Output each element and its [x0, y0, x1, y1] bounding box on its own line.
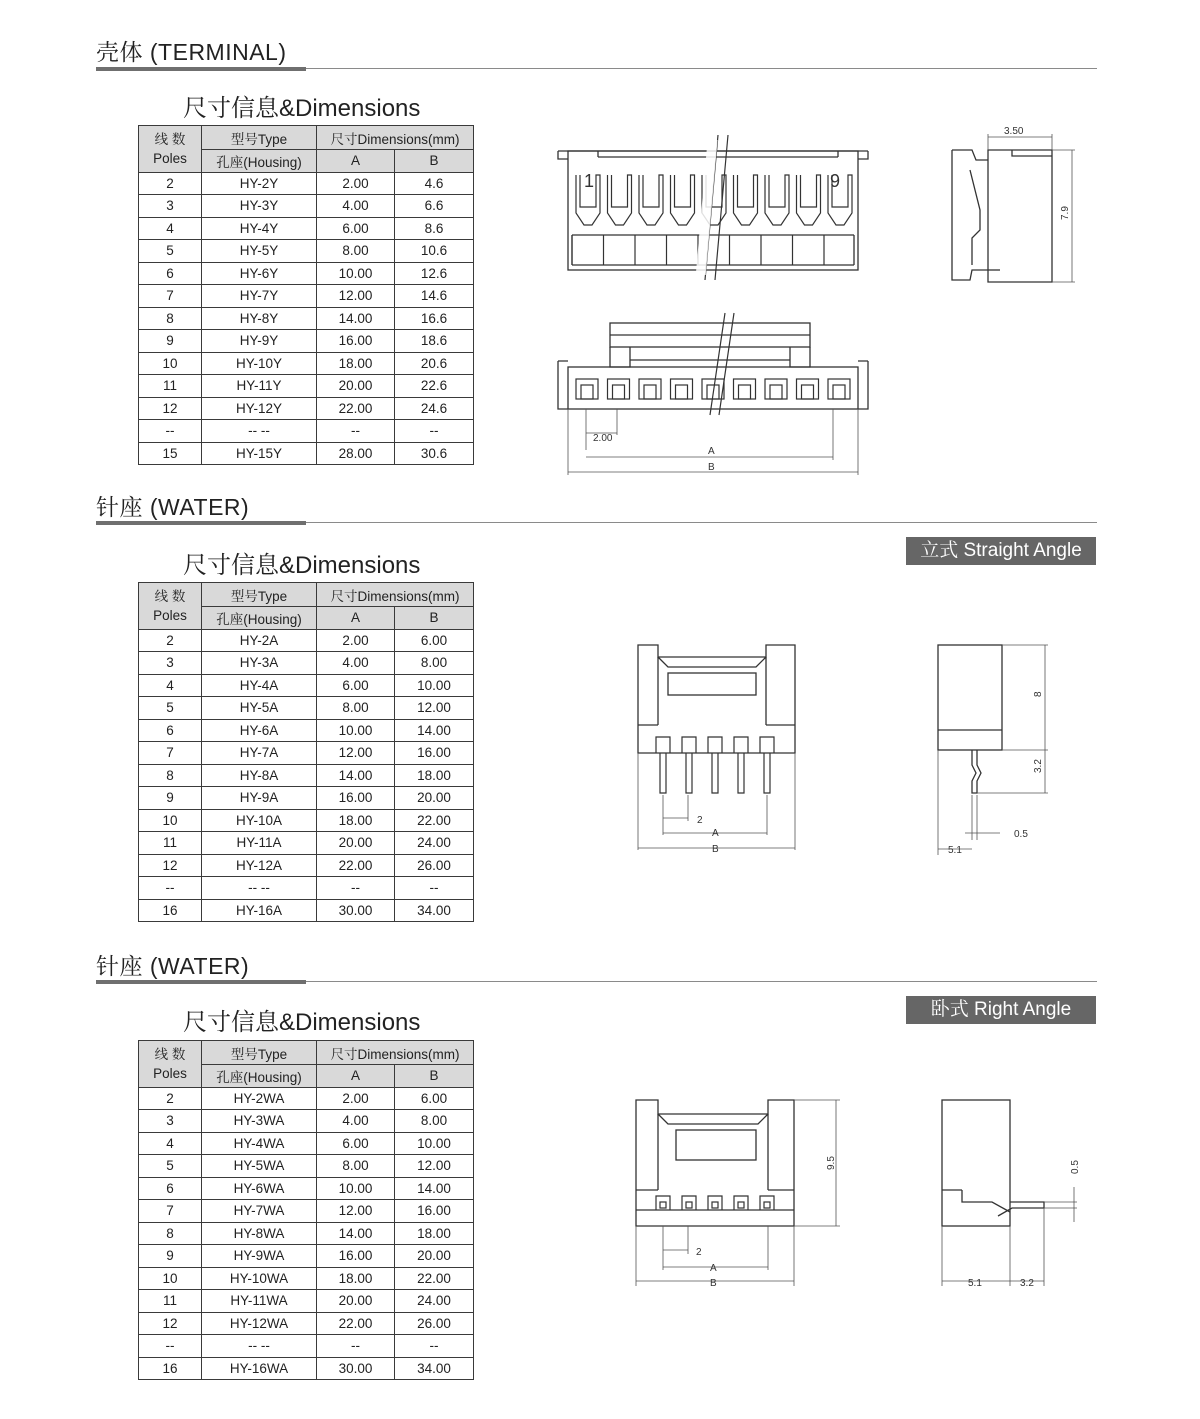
terminal-slot	[734, 175, 758, 225]
dim-a-label: A	[712, 828, 719, 839]
table-row: 2 HY-2A 2.00 6.00	[139, 629, 474, 652]
contact-hole	[797, 379, 819, 399]
header-dims: 尺寸Dimensions(mm)	[317, 126, 474, 150]
contact-hole	[608, 379, 630, 399]
contact-inner	[802, 385, 814, 399]
table-row: -- -- -- -- --	[139, 1335, 474, 1358]
straight-side-drawing	[930, 635, 1044, 860]
table-row: 11 HY-11A 20.00 24.00	[139, 832, 474, 855]
terminal-front-drawing	[550, 135, 880, 480]
table-row: 3 HY-3WA 4.00 8.00	[139, 1110, 474, 1133]
table-row: 7 HY-7WA 12.00 16.00	[139, 1200, 474, 1223]
header-a: A	[317, 150, 395, 173]
section-title-water-straight: 针座 (WATER)	[96, 494, 250, 520]
contact-hole	[734, 379, 756, 399]
dimensions-title: 尺寸信息&Dimensions	[183, 552, 421, 579]
header-type: 型号Type	[202, 1041, 317, 1065]
pin-width-label: 0.5	[1070, 1160, 1081, 1174]
pitch-label: 2	[696, 1247, 702, 1258]
pin-end	[660, 1202, 666, 1208]
terminal-slot	[797, 175, 821, 225]
contact-inner	[581, 385, 593, 399]
dimensions-title: 尺寸信息&Dimensions	[183, 95, 421, 122]
header-housing: 孔座(Housing)	[202, 1065, 317, 1088]
table-row: 4 HY-4Y 6.00 8.6	[139, 217, 474, 240]
dimensions-title: 尺寸信息&Dimensions	[183, 1009, 421, 1036]
table-row: -- -- -- -- --	[139, 877, 474, 900]
table-row: 8 HY-8A 14.00 18.00	[139, 764, 474, 787]
section-title-terminal: 壳体 (TERMINAL)	[96, 39, 287, 65]
contact-inner	[770, 385, 782, 399]
pin	[660, 753, 666, 793]
header-dims: 尺寸Dimensions(mm)	[317, 1041, 474, 1065]
pin-collar	[708, 737, 722, 753]
header-housing: 孔座(Housing)	[202, 607, 317, 630]
table-row: 7 HY-7Y 12.00 14.6	[139, 285, 474, 308]
table-row: 2 HY-2Y 2.00 4.6	[139, 172, 474, 195]
contact-inner	[676, 385, 688, 399]
depth-label: 5.1	[948, 845, 962, 856]
table-row: 12 HY-12A 22.00 26.00	[139, 854, 474, 877]
dim-a-label: A	[710, 1263, 717, 1274]
pin-collar	[682, 737, 696, 753]
table-row: 9 HY-9Y 16.00 18.6	[139, 330, 474, 353]
table-row: 4 HY-4A 6.00 10.00	[139, 674, 474, 697]
contact-hole	[765, 379, 787, 399]
table-row: 3 HY-3Y 4.00 6.6	[139, 195, 474, 218]
terminal-slot	[608, 175, 632, 225]
table-row: 12 HY-12WA 22.00 26.00	[139, 1312, 474, 1335]
contact-inner	[644, 385, 656, 399]
terminal-slot	[671, 175, 695, 225]
table-row: 8 HY-8WA 14.00 18.00	[139, 1222, 474, 1245]
header-b: B	[395, 1065, 474, 1088]
pin-collar	[760, 737, 774, 753]
pin-collar	[656, 737, 670, 753]
table-row: 7 HY-7A 12.00 16.00	[139, 742, 474, 765]
right-angle-badge: 卧式 Right Angle	[906, 996, 1096, 1024]
table-row: 10 HY-10A 18.00 22.00	[139, 809, 474, 832]
header-type: 型号Type	[202, 126, 317, 150]
table-row: 16 HY-16WA 30.00 34.00	[139, 1357, 474, 1380]
right-side-drawing	[932, 1092, 1082, 1292]
table-row: 4 HY-4WA 6.00 10.00	[139, 1132, 474, 1155]
pin-len-label: 3.2	[1020, 1278, 1034, 1289]
pitch-label: 2.00	[593, 433, 613, 444]
table-row: 8 HY-8Y 14.00 16.6	[139, 307, 474, 330]
table-row: 6 HY-6A 10.00 14.00	[139, 719, 474, 742]
pin	[764, 753, 770, 793]
pin	[712, 753, 718, 793]
contact-hole	[576, 379, 598, 399]
header-dims: 尺寸Dimensions(mm)	[317, 583, 474, 607]
table-row: 16 HY-16A 30.00 34.00	[139, 899, 474, 922]
contact-hole	[828, 379, 850, 399]
contact-inner	[613, 385, 625, 399]
right-angle-spec-table	[138, 1040, 474, 1380]
dim-b-label: B	[712, 844, 719, 855]
pin-first-label: 1	[584, 171, 595, 191]
table-row: 3 HY-3A 4.00 8.00	[139, 652, 474, 675]
height-label: 8	[1033, 691, 1044, 697]
dim-a-label: A	[708, 446, 715, 457]
header-poles: 线 数 Poles	[139, 583, 202, 630]
right-front-drawing	[628, 1092, 848, 1292]
table-row: 2 HY-2WA 2.00 6.00	[139, 1087, 474, 1110]
height-label: 7.9	[1060, 206, 1071, 220]
header-housing: 孔座(Housing)	[202, 150, 317, 173]
table-row: 12 HY-12Y 22.00 24.6	[139, 397, 474, 420]
dim-b-label: B	[708, 462, 715, 473]
contact-inner	[833, 385, 845, 399]
table-row: 15 HY-15Y 28.00 30.6	[139, 442, 474, 465]
pin	[686, 753, 692, 793]
straight-angle-badge: 立式 Straight Angle	[906, 537, 1096, 565]
section-rule-accent	[96, 521, 306, 525]
pin-end	[712, 1202, 718, 1208]
pin-last-label: 9	[830, 171, 841, 191]
pin-end	[738, 1202, 744, 1208]
table-row: 11 HY-11WA 20.00 24.00	[139, 1290, 474, 1313]
table-row: 9 HY-9A 16.00 20.00	[139, 787, 474, 810]
pin-collar	[734, 737, 748, 753]
pin-end	[764, 1202, 770, 1208]
table-row: -- -- -- -- --	[139, 420, 474, 443]
header-b: B	[395, 607, 474, 630]
header-b: B	[395, 150, 474, 173]
table-row: 5 HY-5Y 8.00 10.6	[139, 240, 474, 263]
straight-front-drawing	[630, 635, 805, 860]
terminal-slot	[765, 175, 789, 225]
pin-len-label: 3.2	[1033, 759, 1044, 773]
contact-hole	[671, 379, 693, 399]
dim-b-label: B	[710, 1278, 717, 1289]
table-row: 6 HY-6Y 10.00 12.6	[139, 262, 474, 285]
terminal-slot	[639, 175, 663, 225]
top-width-label: 3.50	[1004, 126, 1024, 137]
terminal-side-drawing	[940, 120, 1080, 290]
height-label: 9.5	[826, 1156, 837, 1170]
terminal-spec-table	[138, 125, 474, 465]
pin-width-label: 0.5	[1014, 829, 1028, 840]
table-row: 11 HY-11Y 20.00 22.6	[139, 375, 474, 398]
header-poles: 线 数 Poles	[139, 126, 202, 173]
pin	[738, 753, 744, 793]
header-a: A	[317, 1065, 395, 1088]
table-row: 9 HY-9WA 16.00 20.00	[139, 1245, 474, 1268]
section-rule-accent	[96, 980, 306, 984]
pin-end	[686, 1202, 692, 1208]
table-row: 6 HY-6WA 10.00 14.00	[139, 1177, 474, 1200]
section-rule-accent	[96, 67, 306, 71]
section-title-water-right: 针座 (WATER)	[96, 953, 250, 979]
depth-label: 5.1	[968, 1278, 982, 1289]
contact-inner	[739, 385, 751, 399]
header-poles: 线 数 Poles	[139, 1041, 202, 1088]
table-row: 10 HY-10WA 18.00 22.00	[139, 1267, 474, 1290]
pitch-label: 2	[697, 815, 703, 826]
table-row: 10 HY-10Y 18.00 20.6	[139, 352, 474, 375]
table-row: 5 HY-5A 8.00 12.00	[139, 697, 474, 720]
header-type: 型号Type	[202, 583, 317, 607]
straight-spec-table	[138, 582, 474, 922]
header-a: A	[317, 607, 395, 630]
contact-hole	[639, 379, 661, 399]
table-row: 5 HY-5WA 8.00 12.00	[139, 1155, 474, 1178]
